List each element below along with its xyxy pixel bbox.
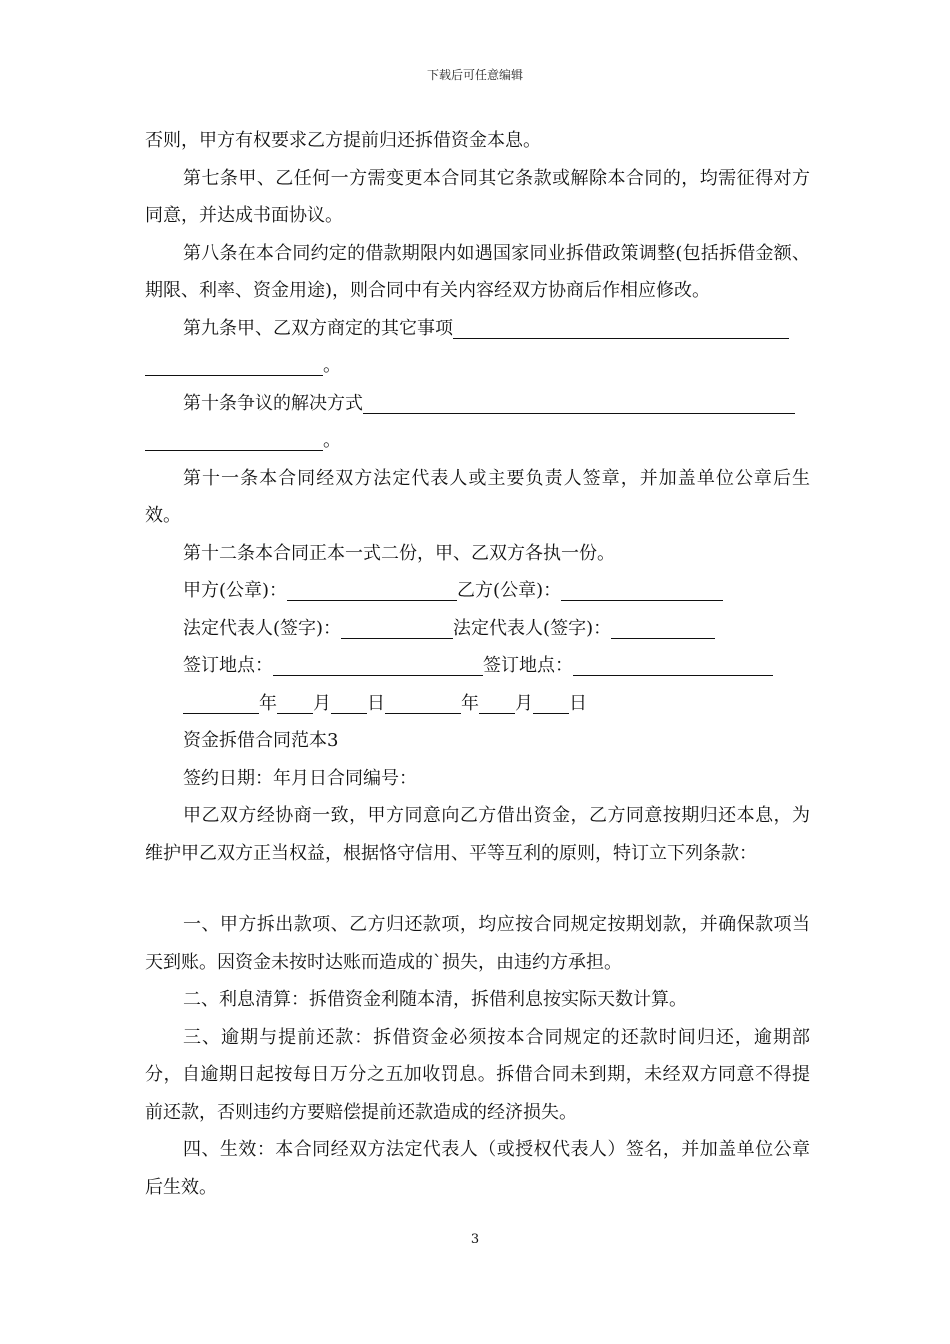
day-label: 日 — [569, 692, 587, 714]
blank-line — [533, 691, 569, 714]
article-12: 第十二条本合同正本一式二份，甲、乙双方各执一份。 — [183, 542, 615, 564]
article-10-continuation — [145, 422, 810, 460]
document-body — [145, 122, 810, 1206]
signature-place-row — [145, 647, 810, 685]
signature-party-row — [145, 572, 810, 610]
blank-line — [145, 428, 323, 451]
blank-line — [331, 691, 367, 714]
signature-rep-row — [145, 610, 810, 648]
blank-line — [277, 691, 313, 714]
blank-line — [385, 691, 461, 714]
period: 。 — [323, 430, 341, 451]
blank-line — [145, 353, 323, 376]
rep-b-label: 法定代表人(签字)： — [453, 617, 612, 639]
day-label: 日 — [367, 692, 385, 714]
section-title: 资金拆借合同范本3 — [183, 730, 339, 751]
page-header: 下载后可任意编辑 — [426, 68, 523, 82]
page-number: 3 — [470, 1232, 480, 1247]
signature-date-row — [145, 685, 810, 723]
article-11: 第十一条本合同经双方法定代表人或主要负责人签章，并加盖单位公章后生效。 — [145, 467, 810, 526]
blank-line — [273, 653, 483, 676]
party-b-label: 乙方(公章)： — [457, 580, 562, 601]
article-10 — [145, 385, 810, 423]
blank-line — [287, 578, 457, 601]
place-a-label: 签订地点： — [183, 655, 273, 676]
clause-1: 一、甲方拆出款项、乙方归还款项，均应按合同规定按期划款，并确保款项当天到账。因资金未按时达账而造成的`损失，由违约方承担。 — [145, 914, 810, 973]
article-9-continuation — [145, 347, 810, 385]
month-label: 月 — [313, 692, 331, 714]
intro-paragraph: 甲乙双方经协商一致，甲方同意向乙方借出资金，乙方同意按期归还本息，为维护甲乙双方正当权益，根据恪守信用、平等互利的原则，特订立下列条款： — [145, 805, 810, 864]
place-b-label: 签订地点： — [483, 655, 573, 676]
blank-line — [573, 653, 773, 676]
spacer — [145, 872, 810, 906]
signing-date-line: 签约日期：年月日合同编号： — [183, 767, 417, 789]
rep-a-label: 法定代表人(签字)： — [183, 617, 342, 639]
period: 。 — [323, 355, 341, 376]
blank-line — [561, 578, 723, 601]
month-label: 月 — [515, 692, 533, 714]
paragraph-1: 否则，甲方有权要求乙方提前归还拆借资金本息。 — [145, 130, 541, 151]
article-10-label: 第十条争议的解决方式 — [183, 392, 363, 414]
clause-3: 三、逾期与提前还款：拆借资金必须按本合同规定的还款时间归还，逾期部分，自逾期日起按每日万分之五加收罚息。拆借合同未到期，未经双方同意不得提前还款，否则违约方要赔偿提前还款造成的经济损失。 — [145, 1026, 810, 1123]
blank-line — [453, 316, 789, 339]
blank-line — [479, 691, 515, 714]
article-8: 第八条在本合同约定的借款期限内如遇国家同业拆借政策调整(包括拆借金额、期限、利率、资金用途)，则合同中有关内容经双方协商后作相应修改。 — [145, 242, 810, 301]
article-9-label: 第九条甲、乙双方商定的其它事项 — [183, 317, 453, 339]
clause-4: 四、生效：本合同经双方法定代表人（或授权代表人）签名，并加盖单位公章后生效。 — [145, 1139, 810, 1198]
article-7: 第七条甲、乙任何一方需变更本合同其它条款或解除本合同的，均需征得对方同意，并达成书面协议。 — [145, 167, 810, 226]
blank-line — [363, 391, 795, 414]
clause-2: 二、利息清算：拆借资金利随本清，拆借利息按实际天数计算。 — [183, 989, 687, 1010]
blank-line — [341, 616, 453, 639]
blank-line — [183, 691, 259, 714]
party-a-label: 甲方(公章)： — [183, 580, 288, 601]
year-label: 年 — [461, 692, 479, 714]
article-9 — [145, 310, 810, 348]
blank-line — [611, 616, 715, 639]
year-label: 年 — [259, 692, 277, 714]
